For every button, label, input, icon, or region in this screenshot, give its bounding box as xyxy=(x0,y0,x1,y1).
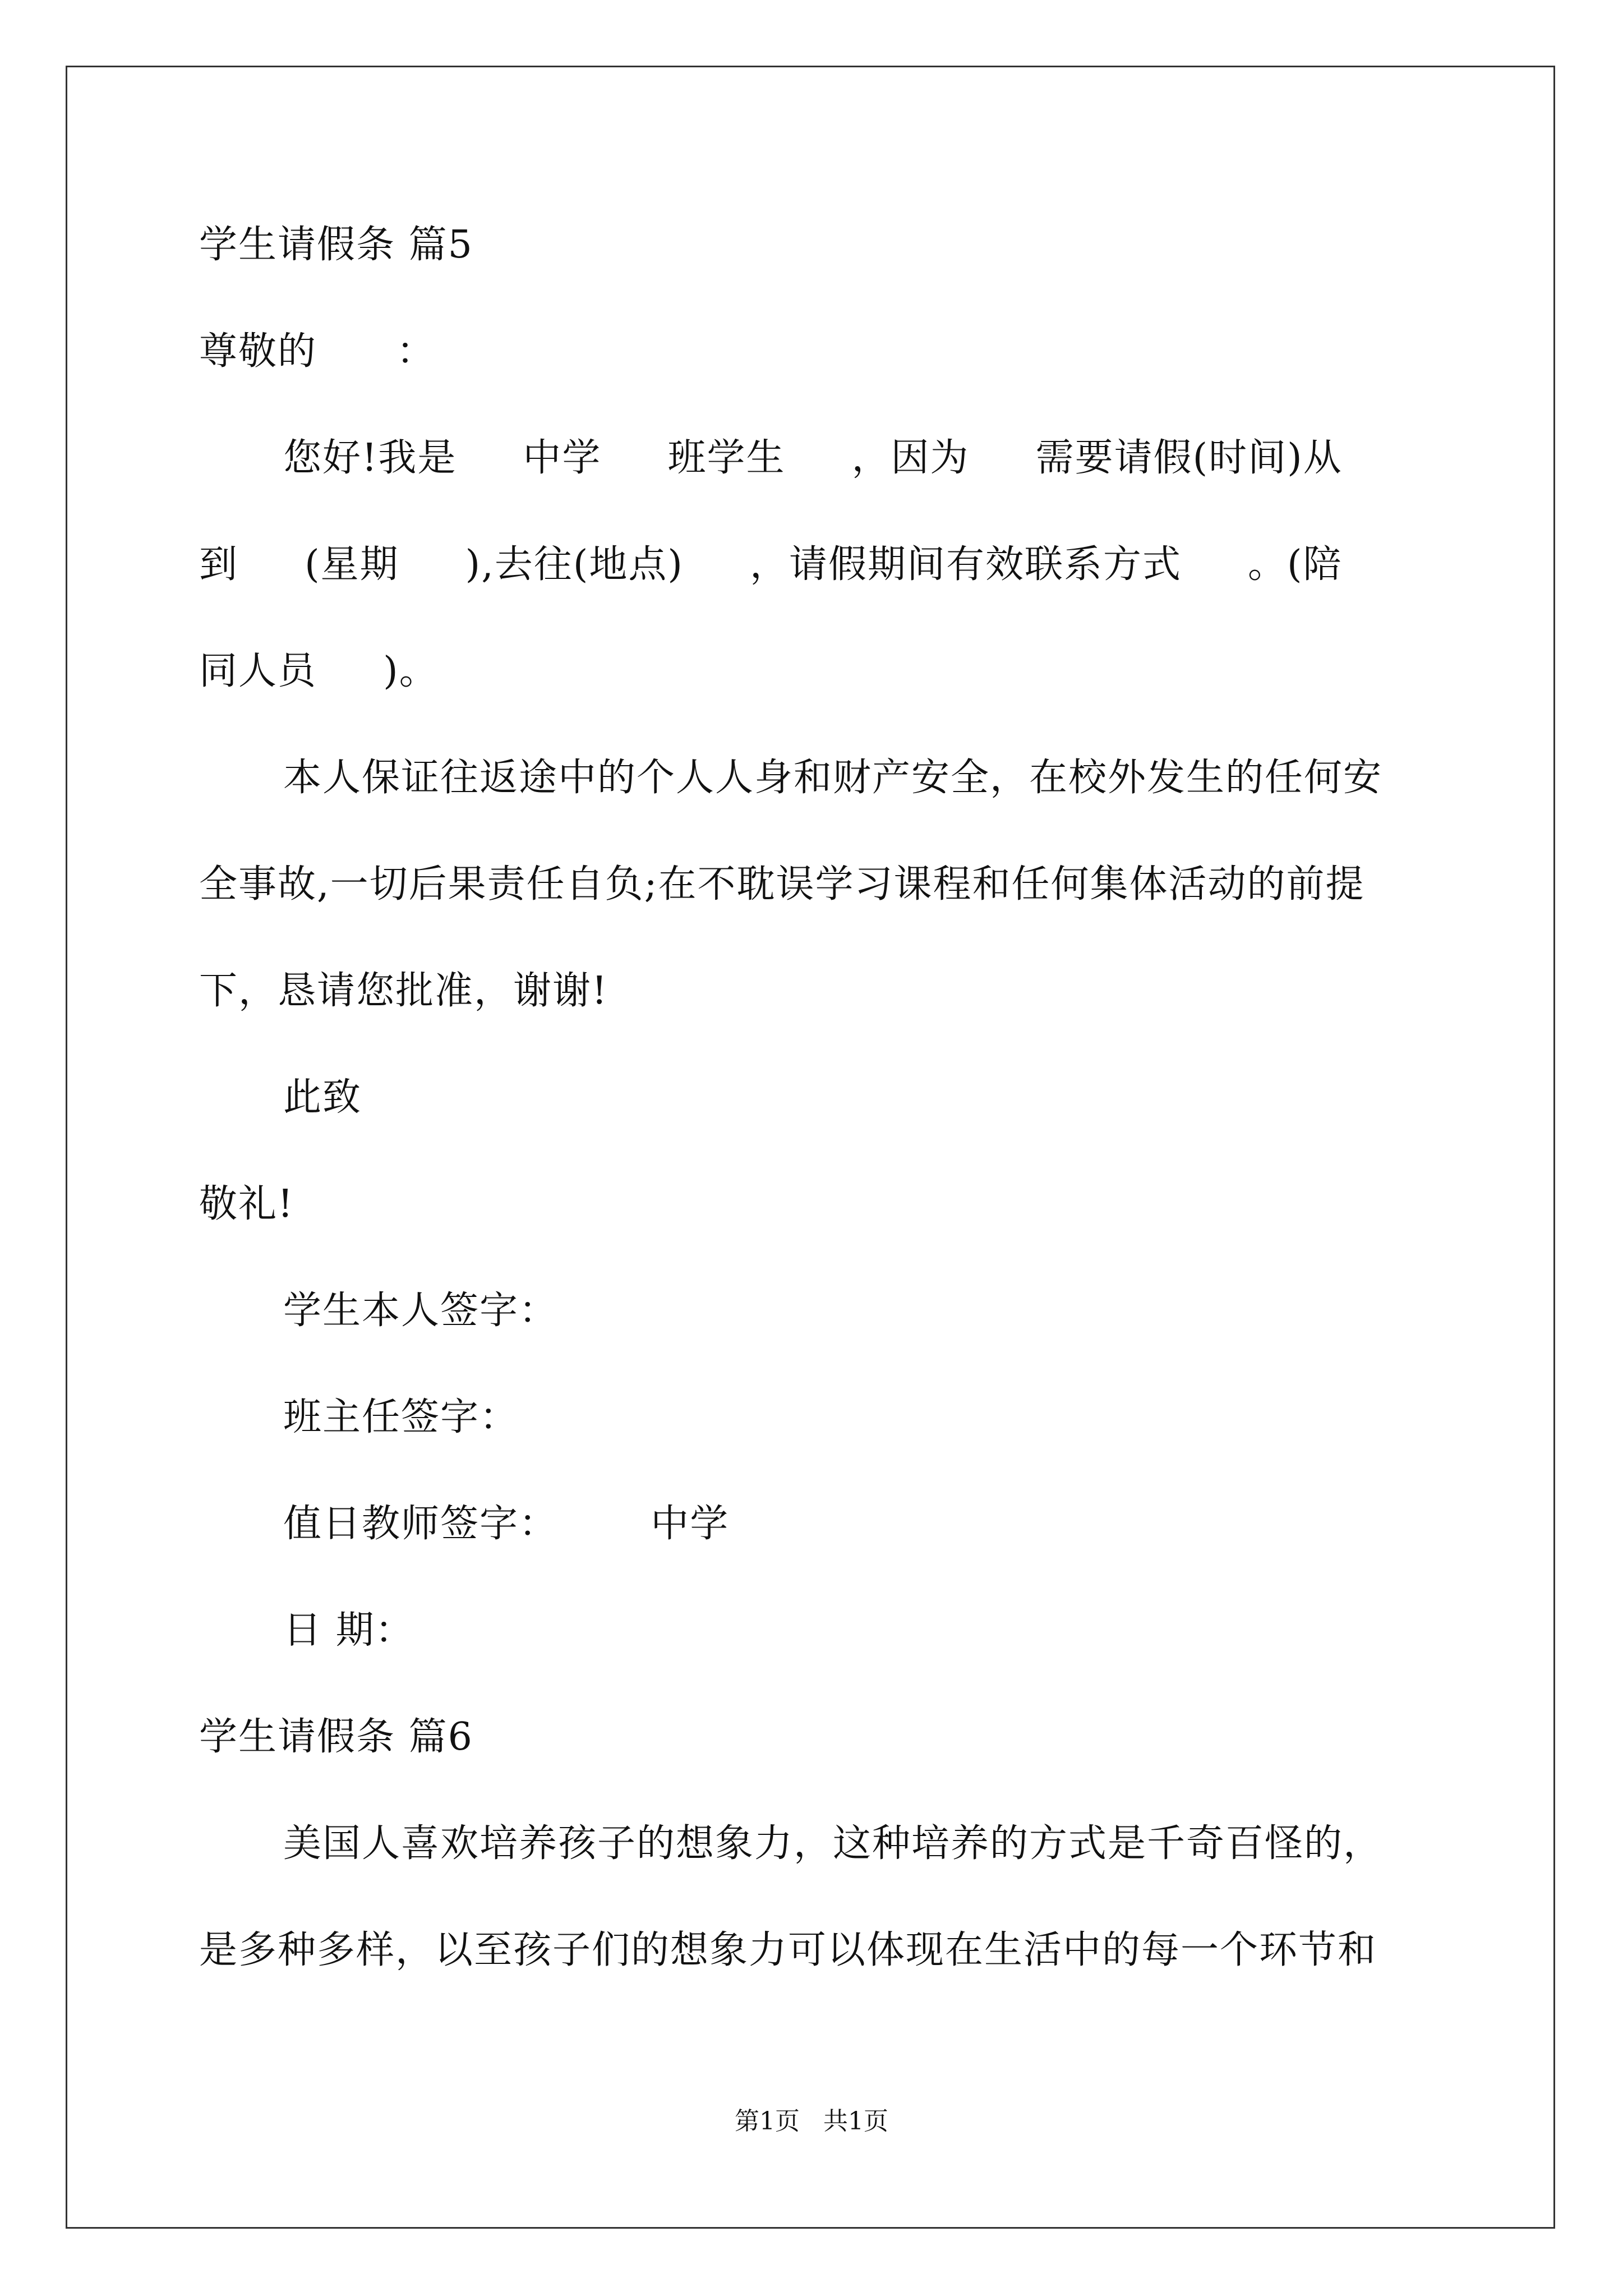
body-paragraph-2-line-1: 本人保证往返途中的个人人身和财产安全，在校外发生的任何安 xyxy=(283,756,1383,800)
salutation: 尊敬的 ： xyxy=(199,329,436,374)
section-6-paragraph-line-2: 是多种多样，以至孩子们的想象力可以体现在生活中的每一个环节和 xyxy=(199,1928,1377,1972)
section-heading-5: 学生请假条 篇5 xyxy=(199,223,473,267)
head-teacher-signature-line: 班主任签字： xyxy=(283,1395,519,1439)
closing-cizhi: 此致 xyxy=(283,1075,362,1120)
page-border xyxy=(66,66,1555,2229)
body-paragraph-2-line-3: 下，恳请您批准，谢谢! xyxy=(199,969,608,1013)
body-paragraph-1-line-1: 您好!我是 中学 班学生 ，因为 需要请假(时间)从 xyxy=(283,436,1343,480)
date-line: 日 期： xyxy=(283,1608,414,1653)
section-6-paragraph-line-1: 美国人喜欢培养孩子的想象力，这种培养的方式是千奇百怪的， xyxy=(283,1821,1383,1866)
section-heading-6: 学生请假条 篇6 xyxy=(199,1715,473,1759)
student-signature-line: 学生本人签字： xyxy=(283,1289,559,1333)
body-paragraph-2-line-2: 全事故,一切后果责任自负;在不耽误学习课程和任何集体活动的前提 xyxy=(199,862,1365,907)
body-paragraph-1-line-3: 同人员 )。 xyxy=(199,649,439,693)
duty-teacher-signature-line: 值日教师签字： 中学 xyxy=(283,1502,730,1546)
page-number-footer: 第1页 共1页 xyxy=(735,2107,888,2136)
closing-jingli: 敬礼! xyxy=(199,1182,294,1226)
body-paragraph-1-line-2: 到 (星期 ),去往(地点) ，请假期间有效联系方式 。(陪 xyxy=(199,542,1343,587)
